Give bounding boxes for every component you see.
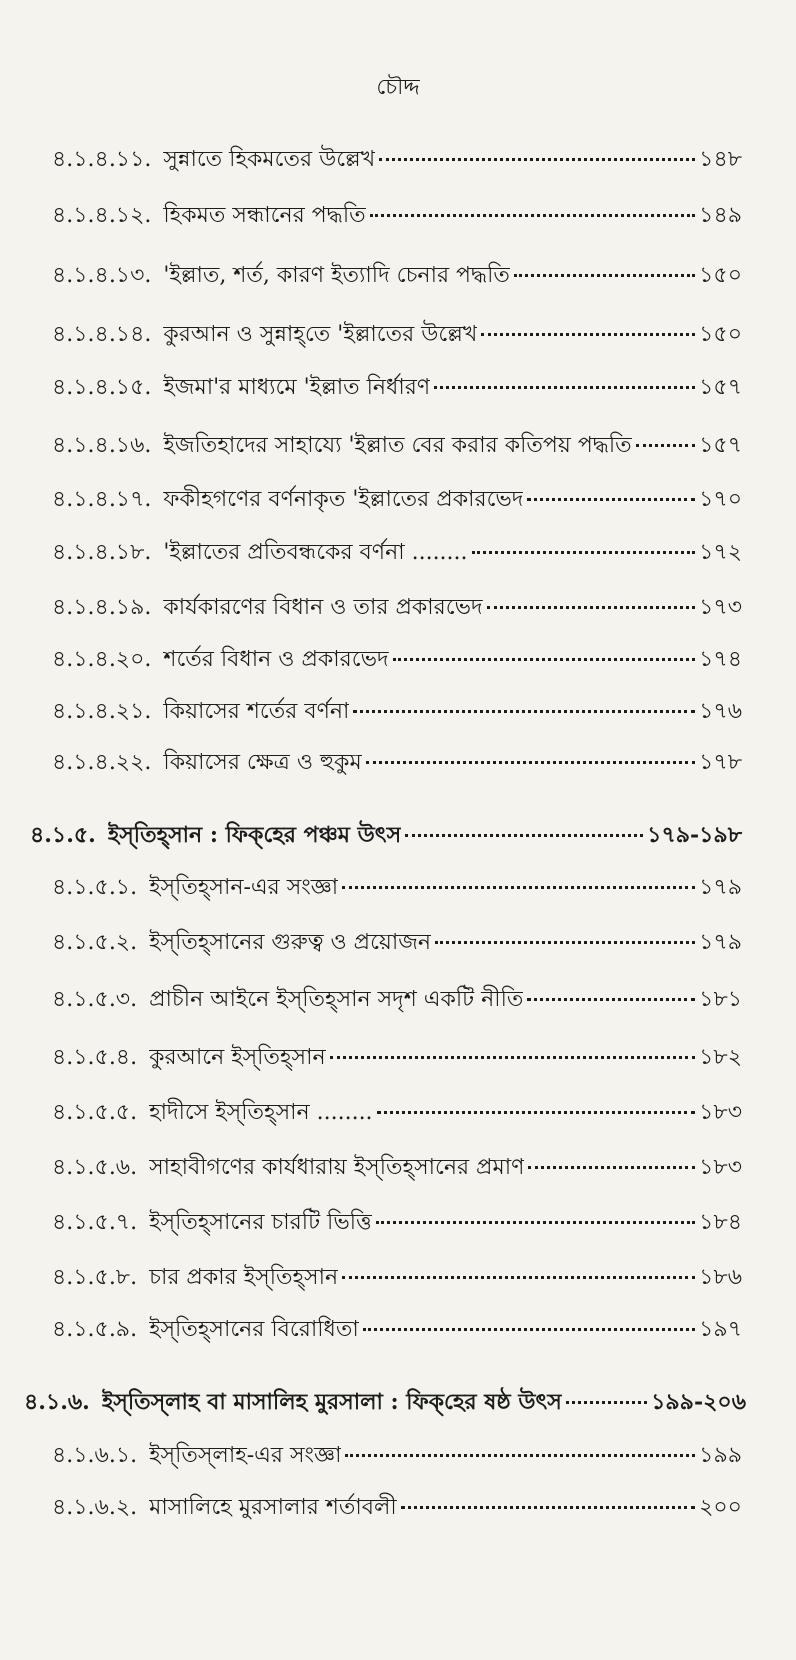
entry-number: ৪.১.৫. [30, 822, 96, 848]
toc-entry [52, 142, 742, 179]
toc-section-heading [30, 818, 742, 855]
entry-number: ৪.১.৫.৭. [52, 1210, 138, 1235]
entry-title: সাহাবীগণের কার্যধারায় ইস্‌তিহ্‌সানের প্রমাণ [149, 1155, 525, 1180]
dot-leader [528, 1166, 695, 1169]
toc-entry [52, 925, 742, 962]
dot-leader [435, 941, 695, 944]
entry-title: ইজমা'র মাধ্যমে 'ইল্লাত নির্ধারণ [163, 375, 431, 400]
entry-number: ৪.১.৪.২১. [52, 699, 152, 724]
entry-title: ইজতিহাদের সাহায্যে 'ইল্লাত বের করার কতিপয় পদ্ধতি [163, 433, 632, 458]
toc-entry [52, 1438, 742, 1475]
toc-entry [52, 1205, 742, 1242]
dot-leader [366, 761, 695, 764]
entry-page: ১৮১ [699, 987, 742, 1012]
entry-number: ৪.১.৫.৫. [52, 1100, 138, 1125]
toc-entry [52, 535, 742, 572]
entry-title: চার প্রকার ইস্‌তিহ্‌সান [149, 1265, 339, 1290]
toc-entry [52, 982, 742, 1019]
entry-number: ৪.১.৪.২০. [52, 647, 152, 672]
toc-entry [52, 590, 742, 627]
entry-number: ৪.১.৫.২. [52, 930, 138, 955]
entry-number: ৪.১.৪.১৫. [52, 375, 152, 400]
entry-number: ৪.১.৪.১৮. [52, 540, 152, 565]
dot-leader [393, 658, 696, 661]
entry-title: কিয়াসের ক্ষেত্র ও হুকুম [163, 750, 362, 775]
entry-page: ১৫০ [699, 322, 742, 347]
toc-entry [52, 870, 742, 907]
entry-number: ৪.১.৫.৮. [52, 1265, 138, 1290]
dot-leader [401, 1506, 695, 1509]
dot-leader [376, 1221, 695, 1224]
entry-page: ১৭৬ [699, 699, 742, 724]
dot-leader [514, 274, 695, 277]
entry-page: ১৭৮ [699, 750, 742, 775]
toc-entry [52, 694, 742, 731]
entry-number: ৪.১.৫.৩. [52, 987, 138, 1012]
entry-page: ১৪৮ [699, 147, 742, 172]
entry-page: ১৯৯-২০৬ [651, 1389, 746, 1415]
toc-entry [52, 198, 742, 235]
dot-leader [345, 1454, 695, 1457]
entry-page: ১৭২ [699, 540, 742, 565]
dot-leader [527, 498, 695, 501]
entry-title: ইস্‌তিহ্‌সানের বিরোধিতা [149, 1317, 359, 1342]
entry-page: ১৯৯ [699, 1443, 742, 1468]
entry-title: ইস্‌তিহ্‌সানের গুরুত্ব ও প্রয়োজন [149, 930, 432, 955]
dot-leader [472, 551, 696, 554]
dot-leader [363, 1328, 695, 1331]
entry-page: ১৮২ [699, 1045, 742, 1070]
dot-leader [370, 214, 696, 217]
dot-leader [527, 998, 695, 1001]
toc-entry [52, 1312, 742, 1349]
entry-number: ৪.১.৬.২. [52, 1495, 138, 1520]
entry-page: ১৭০ [699, 487, 742, 512]
entry-number: ৪.১.৫.৪. [52, 1045, 138, 1070]
toc-entry [52, 1095, 742, 1132]
entry-title: কিয়াসের শর্তের বর্ণনা [163, 699, 350, 724]
dot-leader [379, 158, 695, 161]
entry-title: কুরআনে ইস্‌তিহ্‌সান [149, 1045, 326, 1070]
entry-number: ৪.১.৪.১২. [52, 203, 152, 228]
dot-leader [342, 886, 695, 889]
entry-title: মাসালিহে মুরসালার শর্তাবলী [149, 1495, 397, 1520]
entry-title: ইস্‌তিহ্‌সানের চারটি ভিত্তি [149, 1210, 372, 1235]
entry-page: ১৫৭ [699, 375, 742, 400]
entry-title: হাদীসে ইস্‌তিহ্‌সান ........ [149, 1100, 373, 1125]
entry-page: ১৭৯-১৯৮ [647, 822, 742, 848]
toc-entry [52, 1150, 742, 1187]
entry-title: কার্যকারণের বিধান ও তার প্রকারভেদ [163, 595, 483, 620]
entry-number: ৪.১.৫.১. [52, 875, 138, 900]
entry-number: ৪.১.৫.৬. [52, 1155, 138, 1180]
entry-title: হিকমত সন্ধানের পদ্ধতি [163, 203, 366, 228]
entry-number: ৪.১.৪.২২. [52, 750, 152, 775]
entry-number: ৪.১.৫.৯. [52, 1317, 138, 1342]
entry-title: 'ইল্লাত, শর্ত, কারণ ইত্যাদি চেনার পদ্ধতি [163, 263, 510, 288]
toc-entry [52, 258, 742, 295]
toc-entry [52, 1490, 742, 1527]
entry-number: ৪.১.৪.১৩. [52, 263, 152, 288]
entry-title: 'ইল্লাতের প্রতিবন্ধকের বর্ণনা ........ [163, 540, 468, 565]
entry-number: ৪.১.৪.১১. [52, 147, 152, 172]
entry-page: ২০০ [699, 1495, 742, 1520]
dot-leader [342, 1276, 695, 1279]
toc-entry [52, 317, 742, 354]
dot-leader [566, 1401, 647, 1404]
toc-entry [52, 370, 742, 407]
toc-entry [52, 1260, 742, 1297]
page-label: চৌদ্দ [376, 75, 420, 100]
entry-page: ১৮৩ [699, 1100, 742, 1125]
entry-page: ১৫০ [699, 263, 742, 288]
entry-page: ১৭৩ [699, 595, 742, 620]
entry-title: ইস্‌তিস্‌লাহ-এর সংজ্ঞা [149, 1443, 342, 1468]
entry-title: প্রাচীন আইনে ইস্‌তিহ্‌সান সদৃশ একটি নীতি [149, 987, 524, 1012]
entry-title: ইস্‌তিহ্‌সান : ফিক্‌হের পঞ্চম উৎস [107, 822, 402, 848]
entry-title: ইস্‌তিস্‌লাহ বা মাসালিহ মুরসালা : ফিক্‌হের ষষ্ঠ উৎস [101, 1389, 562, 1415]
entry-page: ১৭৪ [699, 647, 742, 672]
entry-number: ৪.১.৪.১৪. [52, 322, 152, 347]
entry-page: ১৭৯ [699, 875, 742, 900]
entry-number: ৪.১.৬. [24, 1389, 90, 1415]
dot-leader [636, 444, 695, 447]
entry-title: কুরআন ও সুন্নাহ্‌তে 'ইল্লাতের উল্লেখ [163, 322, 478, 347]
toc-entry [52, 482, 742, 519]
entry-title: ইস্‌তিহ্‌সান-এর সংজ্ঞা [149, 875, 339, 900]
dot-leader [434, 386, 695, 389]
entry-number: ৪.১.৪.১৬. [52, 433, 152, 458]
entry-page: ১৮৬ [699, 1265, 742, 1290]
entry-title: ফকীহগণের বর্ণনাকৃত 'ইল্লাতের প্রকারভেদ [163, 487, 524, 512]
entry-page: ১৯৭ [699, 1317, 742, 1342]
entry-number: ৪.১.৪.১৯. [52, 595, 152, 620]
dot-leader [353, 710, 695, 713]
entry-title: সুন্নাতে হিকমতের উল্লেখ [163, 147, 376, 172]
dot-leader [330, 1056, 696, 1059]
dot-leader [377, 1111, 696, 1114]
entry-page: ১৫৭ [699, 433, 742, 458]
toc-entry [52, 428, 742, 465]
toc-entry [52, 745, 742, 782]
entry-number: ৪.১.৬.১. [52, 1443, 138, 1468]
entry-page: ১৮৪ [699, 1210, 742, 1235]
toc-entry [52, 642, 742, 679]
entry-page: ১৭৯ [699, 930, 742, 955]
dot-leader [405, 834, 643, 837]
entry-page: ১৮৩ [699, 1155, 742, 1180]
entry-number: ৪.১.৪.১৭. [52, 487, 152, 512]
toc-section-heading [24, 1385, 746, 1422]
entry-title: শর্তের বিধান ও প্রকারভেদ [163, 647, 389, 672]
dot-leader [487, 606, 696, 609]
entry-page: ১৪৯ [699, 203, 742, 228]
dot-leader [481, 333, 695, 336]
toc-entry [52, 1040, 742, 1077]
